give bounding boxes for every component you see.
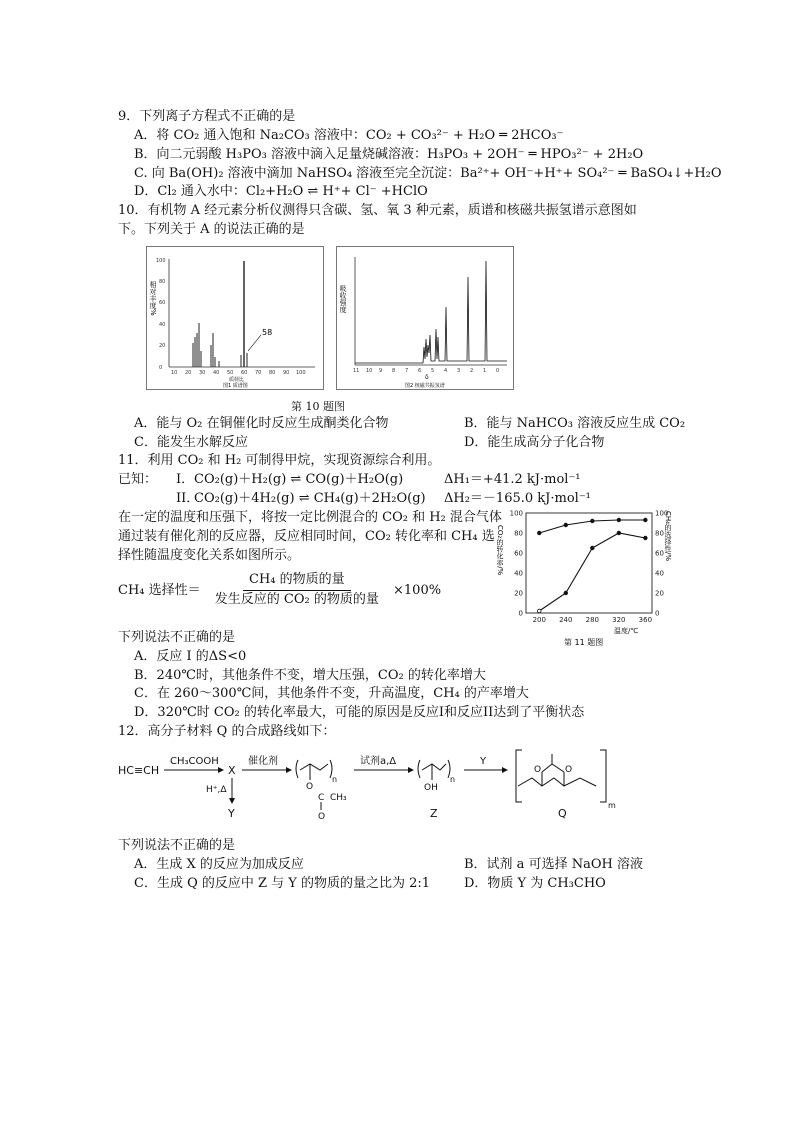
pva-ester-o: O	[306, 781, 314, 792]
chart11-right-tick: 40	[655, 569, 664, 578]
ms-y-tick: 0	[159, 364, 163, 371]
question-12	[118, 723, 678, 893]
q-ring-o-1: O	[534, 764, 542, 775]
ms-x-tick: 70	[255, 369, 262, 376]
nmr-x-tick: 11	[353, 367, 360, 374]
q12-synthesis-route	[118, 746, 678, 822]
ms-caption: 图1 质谱图	[223, 382, 248, 389]
q-ring	[542, 754, 564, 786]
nmr-x-tick: 9	[379, 367, 383, 374]
ms-x-tick: 40	[213, 369, 220, 376]
q-brackets	[516, 750, 606, 802]
q12-option-a: A．生成 X 的反应为加成反应	[134, 856, 304, 872]
acetylene-label: HC≡CH	[118, 763, 160, 777]
chart11-left-tick: 80	[514, 529, 523, 538]
nmr-chart	[336, 246, 514, 390]
chart11-left-tick: 20	[514, 589, 523, 598]
nmr-x-tick: 6	[418, 367, 422, 374]
ms-peaks	[193, 261, 247, 367]
q12-options	[118, 856, 678, 894]
ms-y-tick: 80	[159, 278, 166, 285]
nmr-x-tick: 4	[444, 367, 448, 374]
q9-option-c: C. 向 Ba(OH)₂ 溶液中滴加 NaHSO₄ 溶液至完全沉淀：Ba²⁺+ OH⁻+H⁺+ SO₄²⁻ ═ BaSO₄↓+H₂O	[134, 165, 722, 181]
q11-option-d: D．320℃时 CO₂ 的转化率最大，可能的原因是反应I和反应II达到了平衡状态	[134, 705, 585, 721]
chart11-x-tick: 280	[585, 615, 600, 624]
q9-option-b: B．向二元弱酸 H₃PO₃ 溶液中滴入足量烧碱溶液：H₃PO₃ + 2OH⁻ ═ HPO₃²⁻ + 2H₂O	[134, 146, 644, 162]
pva-n: n	[332, 774, 338, 784]
q11-para-2: 通过装有催化剂的反应器，反应相同时间，CO₂ 转化率和 CH₄ 选	[118, 528, 495, 544]
chart11-right-tick: 0	[655, 609, 660, 618]
q11-stem: 11．利用 CO₂ 和 H₂ 可制得甲烷，实现资源综合利用。	[118, 453, 441, 469]
pva-ch3: CH₃	[330, 792, 347, 803]
compound-q: Q	[558, 806, 567, 820]
chart11-x-ticks	[533, 616, 652, 624]
ms-ylabel: 相对丰度%	[149, 280, 157, 316]
ms-x-tick: 100	[296, 369, 306, 376]
q11-chart	[496, 505, 678, 647]
nmr-xlabel: δ	[425, 373, 429, 381]
chart11-series	[537, 518, 647, 613]
ch4-selectivity-point	[564, 523, 568, 527]
ms-x-tick: 90	[283, 369, 290, 376]
ms-callout-line	[248, 335, 261, 351]
nmr-ylabel: 吸收强度	[339, 284, 347, 313]
nmr-x-tick: 8	[392, 367, 396, 374]
chart11-x-tick: 240	[559, 615, 573, 624]
ms-y-tick: 60	[159, 299, 166, 306]
ms-x-ticks	[171, 370, 306, 376]
mass-spectrum-chart	[146, 246, 324, 390]
reagent-a: 试剂a,Δ	[360, 755, 397, 767]
pva-acetyl-c: C	[318, 792, 325, 803]
ms-x-tick: 10	[171, 369, 178, 376]
q12-scheme	[118, 750, 616, 822]
pva-backbone	[300, 764, 328, 770]
mass-spectrum-figure	[146, 246, 324, 397]
nmr-x-tick: 1	[483, 367, 487, 374]
chart11-frame	[526, 513, 652, 613]
co2-conversion-point	[591, 546, 595, 550]
question-9	[118, 108, 722, 202]
q10-option-c: C．能发生水解反应	[134, 434, 248, 450]
q12-stem: 12．高分子材料 Q 的合成路线如下：	[118, 724, 336, 740]
compound-x: X	[228, 763, 236, 777]
chart11-x-tick: 200	[532, 615, 546, 624]
nmr-x-tick: 10	[366, 367, 373, 374]
nmr-x-tick: 7	[405, 367, 409, 374]
chart11-right-tick: 20	[655, 589, 664, 598]
sel-lhs: CH₄ 选择性＝	[118, 583, 201, 599]
co2-conversion-line	[539, 533, 645, 611]
q10-figures	[146, 246, 678, 397]
z-oh: OH	[424, 782, 438, 793]
sel-numerator: CH₄ 的物质的量	[243, 571, 351, 591]
co2-conversion-point	[617, 531, 621, 535]
q9-option-a: A．将 CO₂ 通入饱和 Na₂CO₃ 溶液中：CO₂ + CO₃²⁻ + H₂O ═ 2HCO₃⁻	[134, 127, 564, 143]
ch4-selectivity-point	[591, 519, 595, 523]
q-backbone	[518, 778, 596, 786]
ms-xlabel: 质荷比	[229, 376, 245, 383]
nmr-x-tick: 2	[470, 367, 474, 374]
chart11-left-tick: 60	[514, 549, 523, 558]
q11-eq1: CO₂(g)＋H₂(g) ⇌ CO(g)＋H₂O(g)	[194, 472, 404, 488]
chart11-title: 第 11 题图	[564, 637, 604, 647]
arrow-4-head	[502, 767, 508, 773]
exam-page	[118, 108, 722, 893]
z-backbone	[422, 764, 446, 770]
reagent-catalyst: 催化剂	[248, 755, 278, 767]
question-11	[118, 452, 678, 723]
q11-dh1: ΔH₁＝+41.2 kJ·mol⁻¹	[444, 472, 581, 488]
q11-option-b: B．240℃时，其他条件不变，增大压强，CO₂ 的转化率增大	[134, 667, 486, 683]
ch4-selectivity-point	[644, 518, 648, 522]
ch4-selectivity-point	[537, 531, 541, 535]
sel-denominator: 发生反应的 CO₂ 的物质的量	[214, 592, 379, 608]
chart11-x-tick: 320	[612, 615, 626, 624]
q-ring-o-2: O	[565, 764, 573, 775]
arrow-1-head	[218, 767, 224, 773]
ms-x-tick: 50	[227, 369, 234, 376]
chart11-right-tick: 80	[655, 529, 664, 538]
co2-conversion-point	[537, 609, 541, 613]
nmr-figure	[336, 246, 514, 397]
chart11-right-tick: 100	[655, 509, 669, 518]
q10-option-b: B．能与 NaHCO₃ 溶液反应生成 CO₂	[464, 415, 686, 431]
q11-para-1: 在一定的温度和压强下，将按一定比例混合的 CO₂ 和 H₂ 混合气体	[118, 509, 502, 525]
product-y-down: Y	[228, 806, 235, 820]
arrow-2-head	[286, 767, 292, 773]
sel-fraction	[209, 571, 385, 610]
sel-rhs: ×100%	[393, 583, 442, 599]
q9-option-d: D．Cl₂ 通入水中：Cl₂+H₂O ⇌ H⁺+ Cl⁻ +HClO	[134, 184, 428, 200]
q11-ask: 下列说法不正确的是	[118, 629, 236, 645]
q-m: m	[608, 800, 616, 810]
arrow-down-head	[229, 798, 235, 804]
q12-option-b: B．试剂 a 可选择 NaOH 溶液	[464, 856, 643, 872]
q12-option-c: C．生成 Q 的反应中 Z 与 Y 的物质的量之比为 2:1	[134, 875, 431, 891]
chart11-left-tick: 40	[514, 569, 523, 578]
ms-y-tick: 20	[159, 342, 166, 349]
ms-x-tick: 60	[241, 369, 248, 376]
nmr-baseline	[355, 261, 507, 363]
q11-eq1-label: I．	[176, 472, 195, 488]
ms-x-tick: 80	[269, 369, 276, 376]
q11-option-c: C．在 260～300℃间，其他条件不变，升高温度，CH₄ 的产率增大	[134, 686, 529, 702]
nmr-x-tick: 3	[457, 367, 461, 374]
co2-conversion-point	[644, 536, 648, 540]
reagent-acetic-acid: CH₃COOH	[170, 755, 219, 767]
co2-conversion-point	[564, 591, 568, 595]
reagent-y: Y	[480, 755, 487, 767]
nmr-x-tick: 5	[431, 367, 435, 374]
arrow-3-head	[408, 767, 414, 773]
ms-y-tick: 100	[156, 257, 166, 264]
q11-para-3: 择性随温度变化关系如图所示。	[118, 547, 301, 563]
ms-y-tick: 40	[159, 321, 166, 328]
chart11-ylabel-right: CH₄的选择性/%	[664, 510, 672, 561]
ms-x-tick: 20	[185, 369, 192, 376]
q10-stem-2: 下。下列关于 A 的说法正确的是	[118, 222, 305, 238]
ms-x-tick: 30	[199, 369, 206, 376]
q11-dh2: ΔH₂＝－165.0 kJ·mol⁻¹	[444, 491, 591, 507]
q11-eq2: CO₂(g)＋4H₂(g) ⇌ CH₄(g)＋2H₂O(g)	[194, 491, 426, 507]
question-10	[118, 202, 686, 452]
q10-option-a: A．能与 O₂ 在铜催化时反应生成酮类化合物	[134, 415, 389, 431]
q12-ask: 下列说法不正确的是	[118, 837, 236, 853]
chart11-left-tick: 0	[518, 609, 523, 618]
nmr-caption: 图2 核磁共振氢谱	[405, 382, 445, 389]
ms-peak-label: 58	[262, 327, 273, 337]
chart11-right-tick: 60	[655, 549, 664, 558]
q10-option-d: D．能生成高分子化合物	[464, 434, 605, 450]
q11-option-a: A．反应 I 的ΔS<0	[134, 648, 247, 664]
q9-stem: 9．下列离子方程式不正确的是	[118, 109, 296, 124]
chart11-left-tick: 100	[509, 509, 523, 518]
chart11-ylabel-left: CO₂的转化率/%	[496, 524, 504, 576]
compound-z: Z	[430, 806, 438, 820]
q10-figure-caption: 第 10 题图	[291, 399, 345, 413]
chart11-x-tick: 360	[638, 615, 653, 624]
ms-y-ticks	[156, 258, 166, 371]
chart11-xlabel: 温度/℃	[614, 626, 639, 635]
pva-carbonyl-o: O	[318, 811, 326, 822]
condition-h-delta: H⁺,Δ	[206, 784, 227, 795]
chart11-left-ticks	[510, 509, 523, 617]
z-n: n	[450, 774, 456, 784]
q10-stem-1: 10．有机物 A 经元素分析仪测得只含碳、氢、氧 3 种元素，质谱和核磁共振氢谱示意图如	[118, 203, 637, 219]
q11-eq-1	[118, 471, 678, 490]
q11-eq2-label: II．	[176, 491, 200, 507]
q12-option-d: D．物质 Y 为 CH₃CHO	[464, 875, 606, 891]
ch4-selectivity-point	[617, 518, 621, 522]
q11-known-label: 已知：	[118, 472, 158, 488]
q10-options	[118, 415, 686, 453]
nmr-x-tick: 0	[496, 367, 500, 374]
